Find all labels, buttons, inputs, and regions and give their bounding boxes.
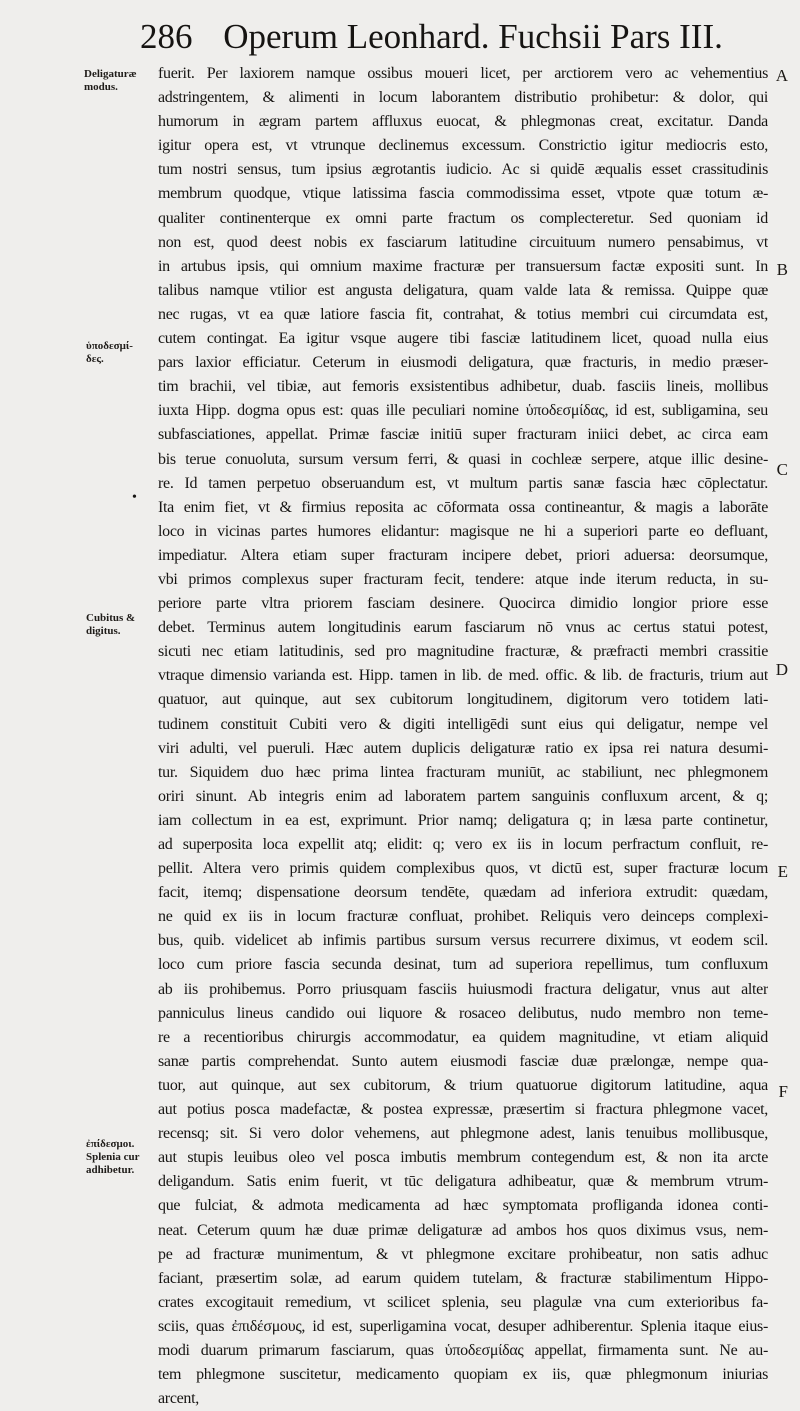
text-line: re. Id tamen perpetuo obseruandum est, vt multum partis sanæ fascia hæc cōplectatur. — [158, 474, 768, 492]
margin-note-cubitus: Cubitus & digitus. — [86, 612, 136, 637]
text-line: iuxta Hipp. dogma opus est: quas ille peculiari nomine ὑποδεσμίδας, id est, subligamina, seu — [158, 402, 768, 420]
text-line: loco in vicinas partes humores elidantur: magisque ne hi a superiori parte eo defluant, — [158, 522, 768, 540]
running-header — [140, 14, 740, 60]
text-line: ad superposita loca expellit atq; elidit: q; vero ex iis in locum perfractum confluit, re- — [158, 836, 768, 853]
text-line: humorum in ægram partem affluxus euocat, & phlegmonas creat, excitatur. Danda — [158, 113, 768, 131]
text-line: fuerit. Per laxiorem namque ossibus moueri licet, per arctiorem vero ac vehementius — [158, 65, 768, 82]
text-line: pellit. Altera vero primis quidem complexibus quos, vt dictū est, super fracturæ locum — [158, 860, 768, 878]
text-line: periore parte vltra priorem fasciam desinere. Quocirca dimidio longior priore esse — [158, 595, 768, 613]
margin-bullet: • — [132, 490, 137, 505]
text-line: re a recentioribus chirurgis accommodatur, ea quidem magnitudine, vt etiam aliquid — [158, 1028, 768, 1046]
text-line: debet. Terminus autem longitudinis earum fasciarum nō vnus ac certus statui potest, — [158, 619, 768, 637]
text-line: in artubus ipsis, qui omnium maxime fracturæ per transuersum factæ expositi sunt. In — [158, 257, 768, 275]
text-line: ne quid ex iis in locum fracturæ confluat, prohibet. Reliquis vero deinceps complexi- — [158, 908, 768, 926]
margin-note-splenia: ἐπίδεσμοι. Splenia cur adhibetur. — [86, 1138, 140, 1176]
text-line: pars laxior efficiatur. Ceterum in eiusmodi deligatura, quæ fracturis, in medio præser- — [158, 354, 768, 372]
section-letter-d: D — [775, 660, 788, 679]
text-line: vtraque dimensio varianda est. Hipp. tamen in lib. de med. offic. & lib. de fracturis, trium aut — [158, 667, 768, 685]
section-letter-a: A — [775, 66, 788, 85]
body-text — [158, 62, 768, 1411]
text-line: adstringentem, & alimenti in locum laborantem distributio prohibetur: & dolor, qui — [158, 89, 768, 107]
margin-note-deligaturae: Deligaturæ modus. — [84, 68, 137, 93]
text-line: igitur opera est, vt vtrunque declinemus excessum. Constrictio igitur mediocris esto, — [158, 137, 768, 155]
text-line: viri adulti, vel pueruli. Hæc autem duplicis deligaturæ ratio ex ipsa rei natura desumi- — [158, 739, 768, 757]
text-line: non est, quod deest nobis ex fasciarum latitudine circuituum numero pensabimus, vt — [158, 233, 768, 251]
text-line: tum nostri sensus, tum ipsius ægrotantis iudicio. Ac si quidē æqualis esset crassitudinis — [158, 161, 768, 179]
running-title: Operum Leonhard. Fuchsii Pars III. — [223, 17, 723, 56]
page-number: 286 — [140, 17, 193, 56]
text-line: subfasciationes, appellat. Primæ fasciæ initiū super fracturam iniici debet, ac circa eam — [158, 426, 768, 444]
text-line: Ita enim fiet, vt & firmius reposita ac cōformata ossa contineantur, & magis a laborāte — [158, 498, 768, 516]
text-line: facit, itemq; dispensatione deorsum tendēte, quædam ad inferiora extrudit: quædam, — [158, 884, 768, 902]
text-line: tur. Siquidem duo hæc prima lintea fracturam muniūt, ac stabiliunt, nec phlegmonem — [158, 763, 768, 781]
text-line: ab iis prohibemus. Porro priusquam fasciis huiusmodi fractura deligatur, vnus aut alter — [158, 980, 768, 998]
text-line: bus, quib. videlicet ab infimis partibus sursum versus recurrere diximus, vt eodem scil. — [158, 932, 768, 950]
text-line: faciant, præsertim solæ, ad earum quidem tutelam, & fracturæ stabilimentum Hippo- — [158, 1269, 768, 1287]
section-letter-c: C — [776, 460, 788, 479]
text-line: vbi primos complexus super fracturam fecit, tendere: atque inde iterum reducta, in su- — [158, 570, 768, 588]
text-line: deligandum. Satis enim fuerit, vt tūc deligatura adhibeatur, quæ & membrum vtrum- — [158, 1173, 768, 1191]
text-line: crates excogitauit remedium, vt scilicet splenia, seu plagulæ vna cum exterioribus fa- — [158, 1293, 768, 1311]
text-line: tem phlegmone suscitetur, medicamento quopiam ex iis, quæ phlegmonum iniurias — [158, 1366, 768, 1384]
text-line: sanæ partis comprehendat. Sunto autem eiusmodi fasciæ duæ prælongæ, nempe qua- — [158, 1052, 768, 1070]
text-line: sciis, quas ἐπιδέσμους, id est, superligamina vocat, desuper adhiberentur. Splenia itaque eius- — [158, 1317, 768, 1335]
text-line: aut potius posca madefactæ, & postea expressæ, præsertim si fractura phlegmone vacet, — [158, 1101, 768, 1119]
text-line: que fulciat, & admota medicamenta ad hæc symptomata profliganda idonea conti- — [158, 1197, 768, 1215]
text-line: qualiter continenterque ex omni parte fractum os complecteretur. Sed quoniam id — [158, 209, 768, 227]
text-line: arcent, — [158, 1390, 199, 1408]
text-line: sicuti nec etiam latitudinis, sed pro magnitudine fracturæ, & præfracti membri crassitie — [158, 643, 768, 661]
section-letter-f: F — [778, 1082, 788, 1101]
text-line: membrum quodque, vtique latissima fascia commodissima esset, vtpote quæ totum æ- — [158, 185, 768, 203]
text-line: quatuor, aut quinque, aut sex cubitorum longitudinem, digitorum vero totidem lati- — [158, 691, 768, 709]
text-line: loco cum priore fascia secunda desinat, tum ad superiora repellimus, tum confluxum — [158, 956, 768, 974]
text-line: tim brachii, vel tibiæ, aut femoris exsistentibus adhibetur, duab. fasciis lineis, mollibus — [158, 378, 768, 396]
text-line: panniculus lineus candido oui liquore & rosaceo delibutus, nudo membro non teme- — [158, 1004, 768, 1022]
section-letter-e: E — [777, 862, 788, 881]
text-line: oriri sinunt. Ab integris enim ad laboratem partem sanguinis confluxum arcent, & q; — [158, 787, 768, 805]
text-line: aut stupis leuibus oleo vel posca imbutis membrum contegendum est, & non ita arcte — [158, 1149, 768, 1167]
text-line: tuor, aut quinque, aut sex cubitorum, & trium quatuorue digitorum latitudine, aqua — [158, 1076, 768, 1094]
text-line: bis terue conuoluta, sursum versum ferri, & quasi in cochleæ serpere, atque illic desine- — [158, 450, 768, 468]
text-line: modi duarum primarum fasciarum, quas ὑποδεσμίδας appellat, firmamenta sunt. Ne au- — [158, 1341, 768, 1359]
text-line: recensq; sit. Si vero dolor vehemens, aut phlegmone adest, lanis tenuibus mollibusque, — [158, 1125, 768, 1143]
text-line: talibus namque vtilior est angusta deligatura, quam valde lata & remissa. Quippe quæ — [158, 281, 768, 299]
text-line: iam collectum in ea est, exprimunt. Prior namq; deligatura q; in læsa parte continetur, — [158, 811, 768, 829]
text-line: neat. Ceterum quum hæ duæ primæ deligaturæ ad ambos hos quos diximus vsus, nem- — [158, 1221, 768, 1239]
text-line: tudinem constituit Cubiti vero & digiti intelligēdi sunt eius qui deligatur, nempe vel — [158, 715, 768, 733]
text-line: cutem contingat. Ea igitur vsque augere tibi fasciæ latitudinem licet, quoad nulla eius — [158, 330, 768, 348]
text-line: impediatur. Altera etiam super fracturam incipere debet, priori aduersa: deorsumque, — [158, 546, 768, 564]
margin-note-hypodesmides: ὑποδεσμί-δες. — [86, 340, 133, 365]
text-line: nec rugas, vt ea quæ latiore fascia fit, contrahat, & totius membri cui circumdata est, — [158, 305, 768, 323]
text-line: pe ad fracturæ munimentum, & vt phlegmone excitare prohibeatur, non satis adhuc — [158, 1245, 768, 1263]
section-letter-b: B — [776, 260, 788, 279]
